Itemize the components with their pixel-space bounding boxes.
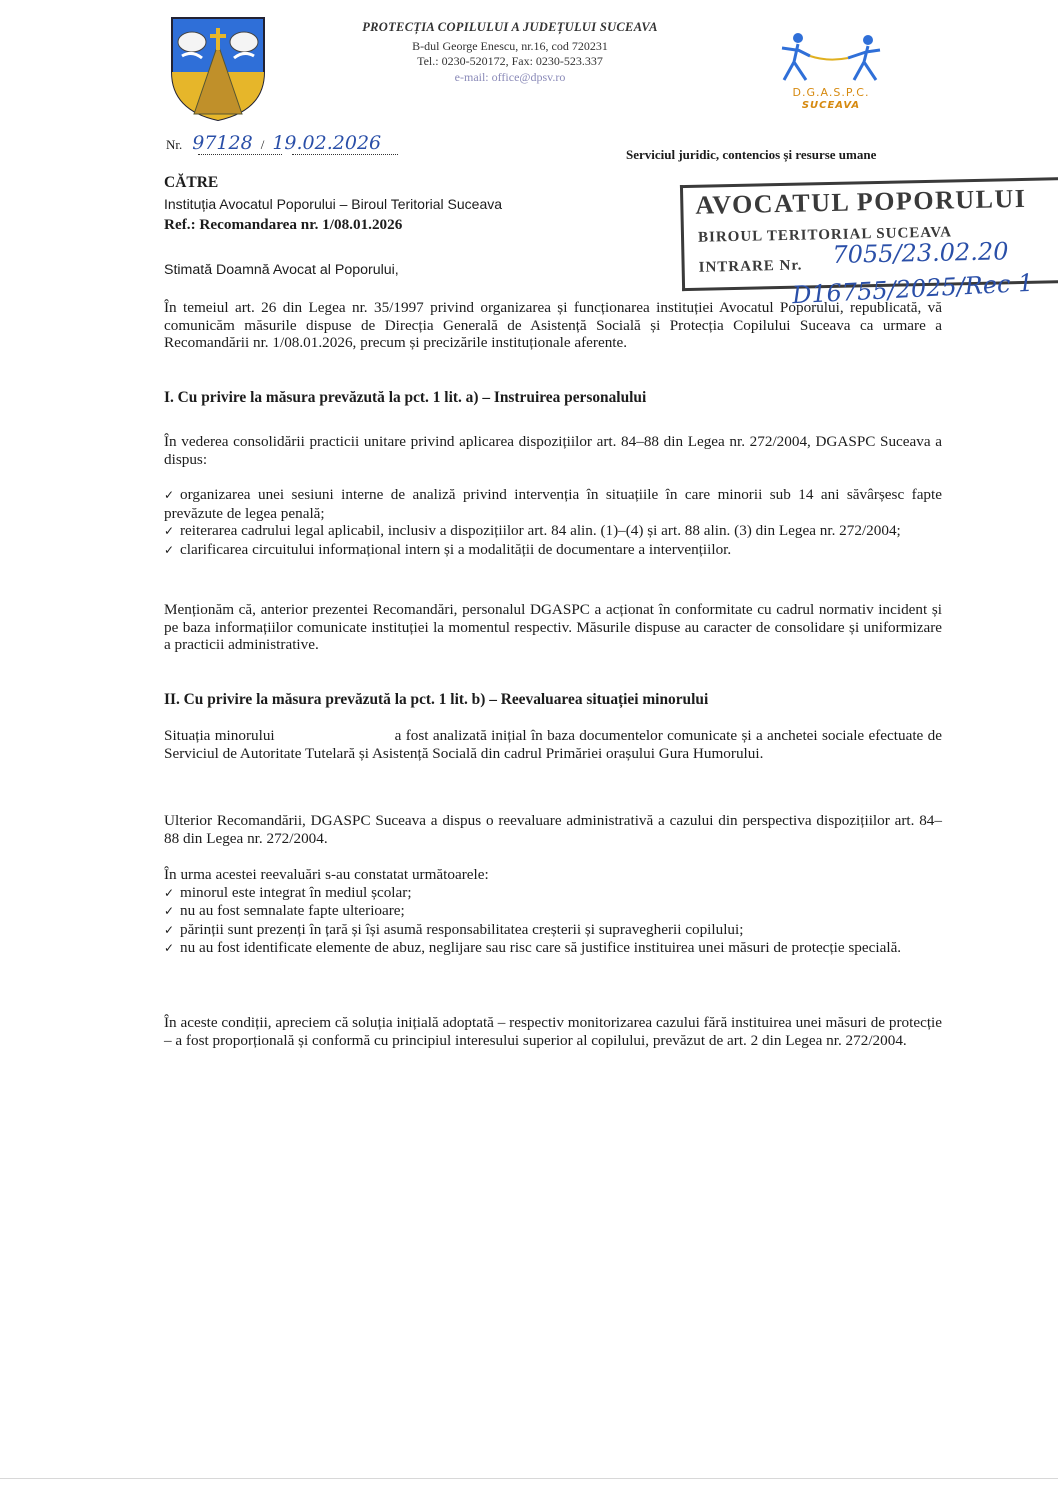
recipient-name: Instituția Avocatul Poporului – Biroul Teritorial Suceava xyxy=(164,196,503,212)
section-2-closing: În aceste condiții, apreciem că soluția inițială adoptată – respectiv monitorizarea cazului fără instituirea unei măsuri de protecție – a fost proporțională și conformă cu principiul interesului superior al copilului, prevăzut de art. 2 din Legea nr. 272/2004. xyxy=(164,1014,942,1049)
checkmark-icon: ✓ xyxy=(164,922,175,937)
dgaspc-logo xyxy=(776,30,886,112)
checkmark-icon: ✓ xyxy=(164,904,175,918)
list-item: ✓ nu au fost identificate elemente de abuz, neglijare sau risc care să justifice instituirea unei măsuri de protecție specială. xyxy=(164,939,902,956)
department-name: Serviciul juridic, contencios și resurse umane xyxy=(626,147,877,162)
stamp-handwritten-entry: 7055/23.02.20 xyxy=(832,237,1009,269)
checkmark-icon: ✓ xyxy=(164,885,175,900)
intro-paragraph: În temeiul art. 26 din Legea nr. 35/1997 privind organizarea și funcționarea instituției Avocatul Poporului, republicată, vă comunicăm măsurile dispuse de Direcția Generală de Asistență Socială și Protecția Copilului Suceava ca urmare a Recomandării nr. 1/08.01.2026, precum și precizările instituționale aferente. xyxy=(164,299,942,351)
checkmark-icon: ✓ xyxy=(164,941,175,955)
list-item: ✓ minorul este integrat în mediul școlar; xyxy=(164,883,412,901)
recipient-label: CĂTRE xyxy=(164,174,219,191)
section-1-heading: I. Cu privire la măsura prevăzută la pct. 1 lit. a) – Instruirea personalului xyxy=(164,389,647,406)
stamp-title: AVOCATUL POPORULUI xyxy=(695,183,1027,220)
section-1-bullet-list xyxy=(164,486,942,559)
section-2-paragraph-1: Situația minorului a fost analizată inițial în baza documentelor comunicate și a anchetei sociale efectuate de Serviciul de Autoritate Tutelară și Asistență Socială din cadrul Primăriei orașului Gura Humorului. xyxy=(164,727,942,762)
registration-handwritten-number: 97128 xyxy=(192,132,253,154)
list-item: ✓ nu au fost semnalate fapte ulterioare; xyxy=(164,902,405,919)
section-1-closing: Menționăm că, anterior prezentei Recomandări, personalul DGASPC a acționat în conformitate cu cadrul normativ incident și pe baza informațiilor comunicate instituției la momentul respectiv. Măsurile dispuse au caracter de consolidare și uniformizare a practicii administrative. xyxy=(164,601,942,653)
letterhead xyxy=(345,20,675,100)
checkmark-icon: ✓ xyxy=(164,542,175,557)
registration-handwritten-date: 19.02.2026 xyxy=(272,132,382,154)
list-item: ✓ clarificarea circuitului informațional intern și a modalității de documentare a intervențiilor. xyxy=(164,540,732,558)
handwritten-annotation: D16755/2025/Rec 1 xyxy=(791,268,1035,310)
registration-number: Nr. 97128 / 19.02.2026 xyxy=(166,132,381,162)
section-2-findings xyxy=(164,866,942,958)
institution-name: PROTECȚIA COPILULUI A JUDEȚULUI SUCEAVA xyxy=(362,20,658,34)
list-item: ✓ părinții sunt prezenți în țară și își asumă responsabilitatea creșterii și supravegherii copilului; xyxy=(164,920,744,938)
list-item: ✓ organizarea unei sesiuni interne de analiză privind intervenția în situațiile în care minorii sub 14 ani săvârșesc fapte prevăzute de legea penală; xyxy=(164,486,942,522)
logo-city: SUCEAVA xyxy=(801,100,861,111)
logo-acronym: D.G.A.S.P.C. xyxy=(792,86,870,99)
stamp-entry-label: INTRARE Nr. xyxy=(698,257,803,276)
stamp-office: BIROUL TERITORIAL SUCEAVA xyxy=(697,224,953,246)
children-figures-icon xyxy=(776,30,886,86)
institution-phone: Tel.: 0230-520172, Fax: 0230-523.337 xyxy=(417,54,603,68)
checkmark-icon: ✓ xyxy=(164,524,175,538)
registration-prefix: Nr. xyxy=(166,137,183,152)
salutation: Stimată Doamnă Avocat al Poporului, xyxy=(164,262,399,278)
institution-address: B-dul George Enescu, nr.16, cod 720231 xyxy=(412,39,608,53)
list-item: ✓ reiterarea cadrului legal aplicabil, inclusiv a dispozițiilor art. 84 alin. (1)–(4) și art. 88 alin. (3) din Legea nr. 272/2004; xyxy=(164,522,901,539)
checkmark-icon: ✓ xyxy=(164,488,175,502)
institution-email[interactable]: e-mail: office@dpsv.ro xyxy=(454,70,566,84)
section-1-lead: În vederea consolidării practicii unitare privind aplicarea dispozițiilor art. 84–88 din Legea nr. 272/2004, DGASPC Suceava a dispus: xyxy=(164,433,942,468)
reference: Ref.: Recomandarea nr. 1/08.01.2026 xyxy=(164,216,403,233)
section-2-heading: II. Cu privire la măsura prevăzută la pct. 1 lit. b) – Reevaluarea situației minorului xyxy=(164,691,709,708)
section-2-lead: În urma acestei reevaluări s-au constatat următoarele: xyxy=(164,866,489,883)
section-2-paragraph-2: Ulterior Recomandării, DGASPC Suceava a dispus o reevaluare administrativă a cazului din perspectiva dispozițiilor art. 84–88 din Legea nr. 272/2004. xyxy=(164,812,942,847)
coat-of-arms-logo xyxy=(168,14,268,122)
scan-edge-line xyxy=(0,1478,1058,1479)
